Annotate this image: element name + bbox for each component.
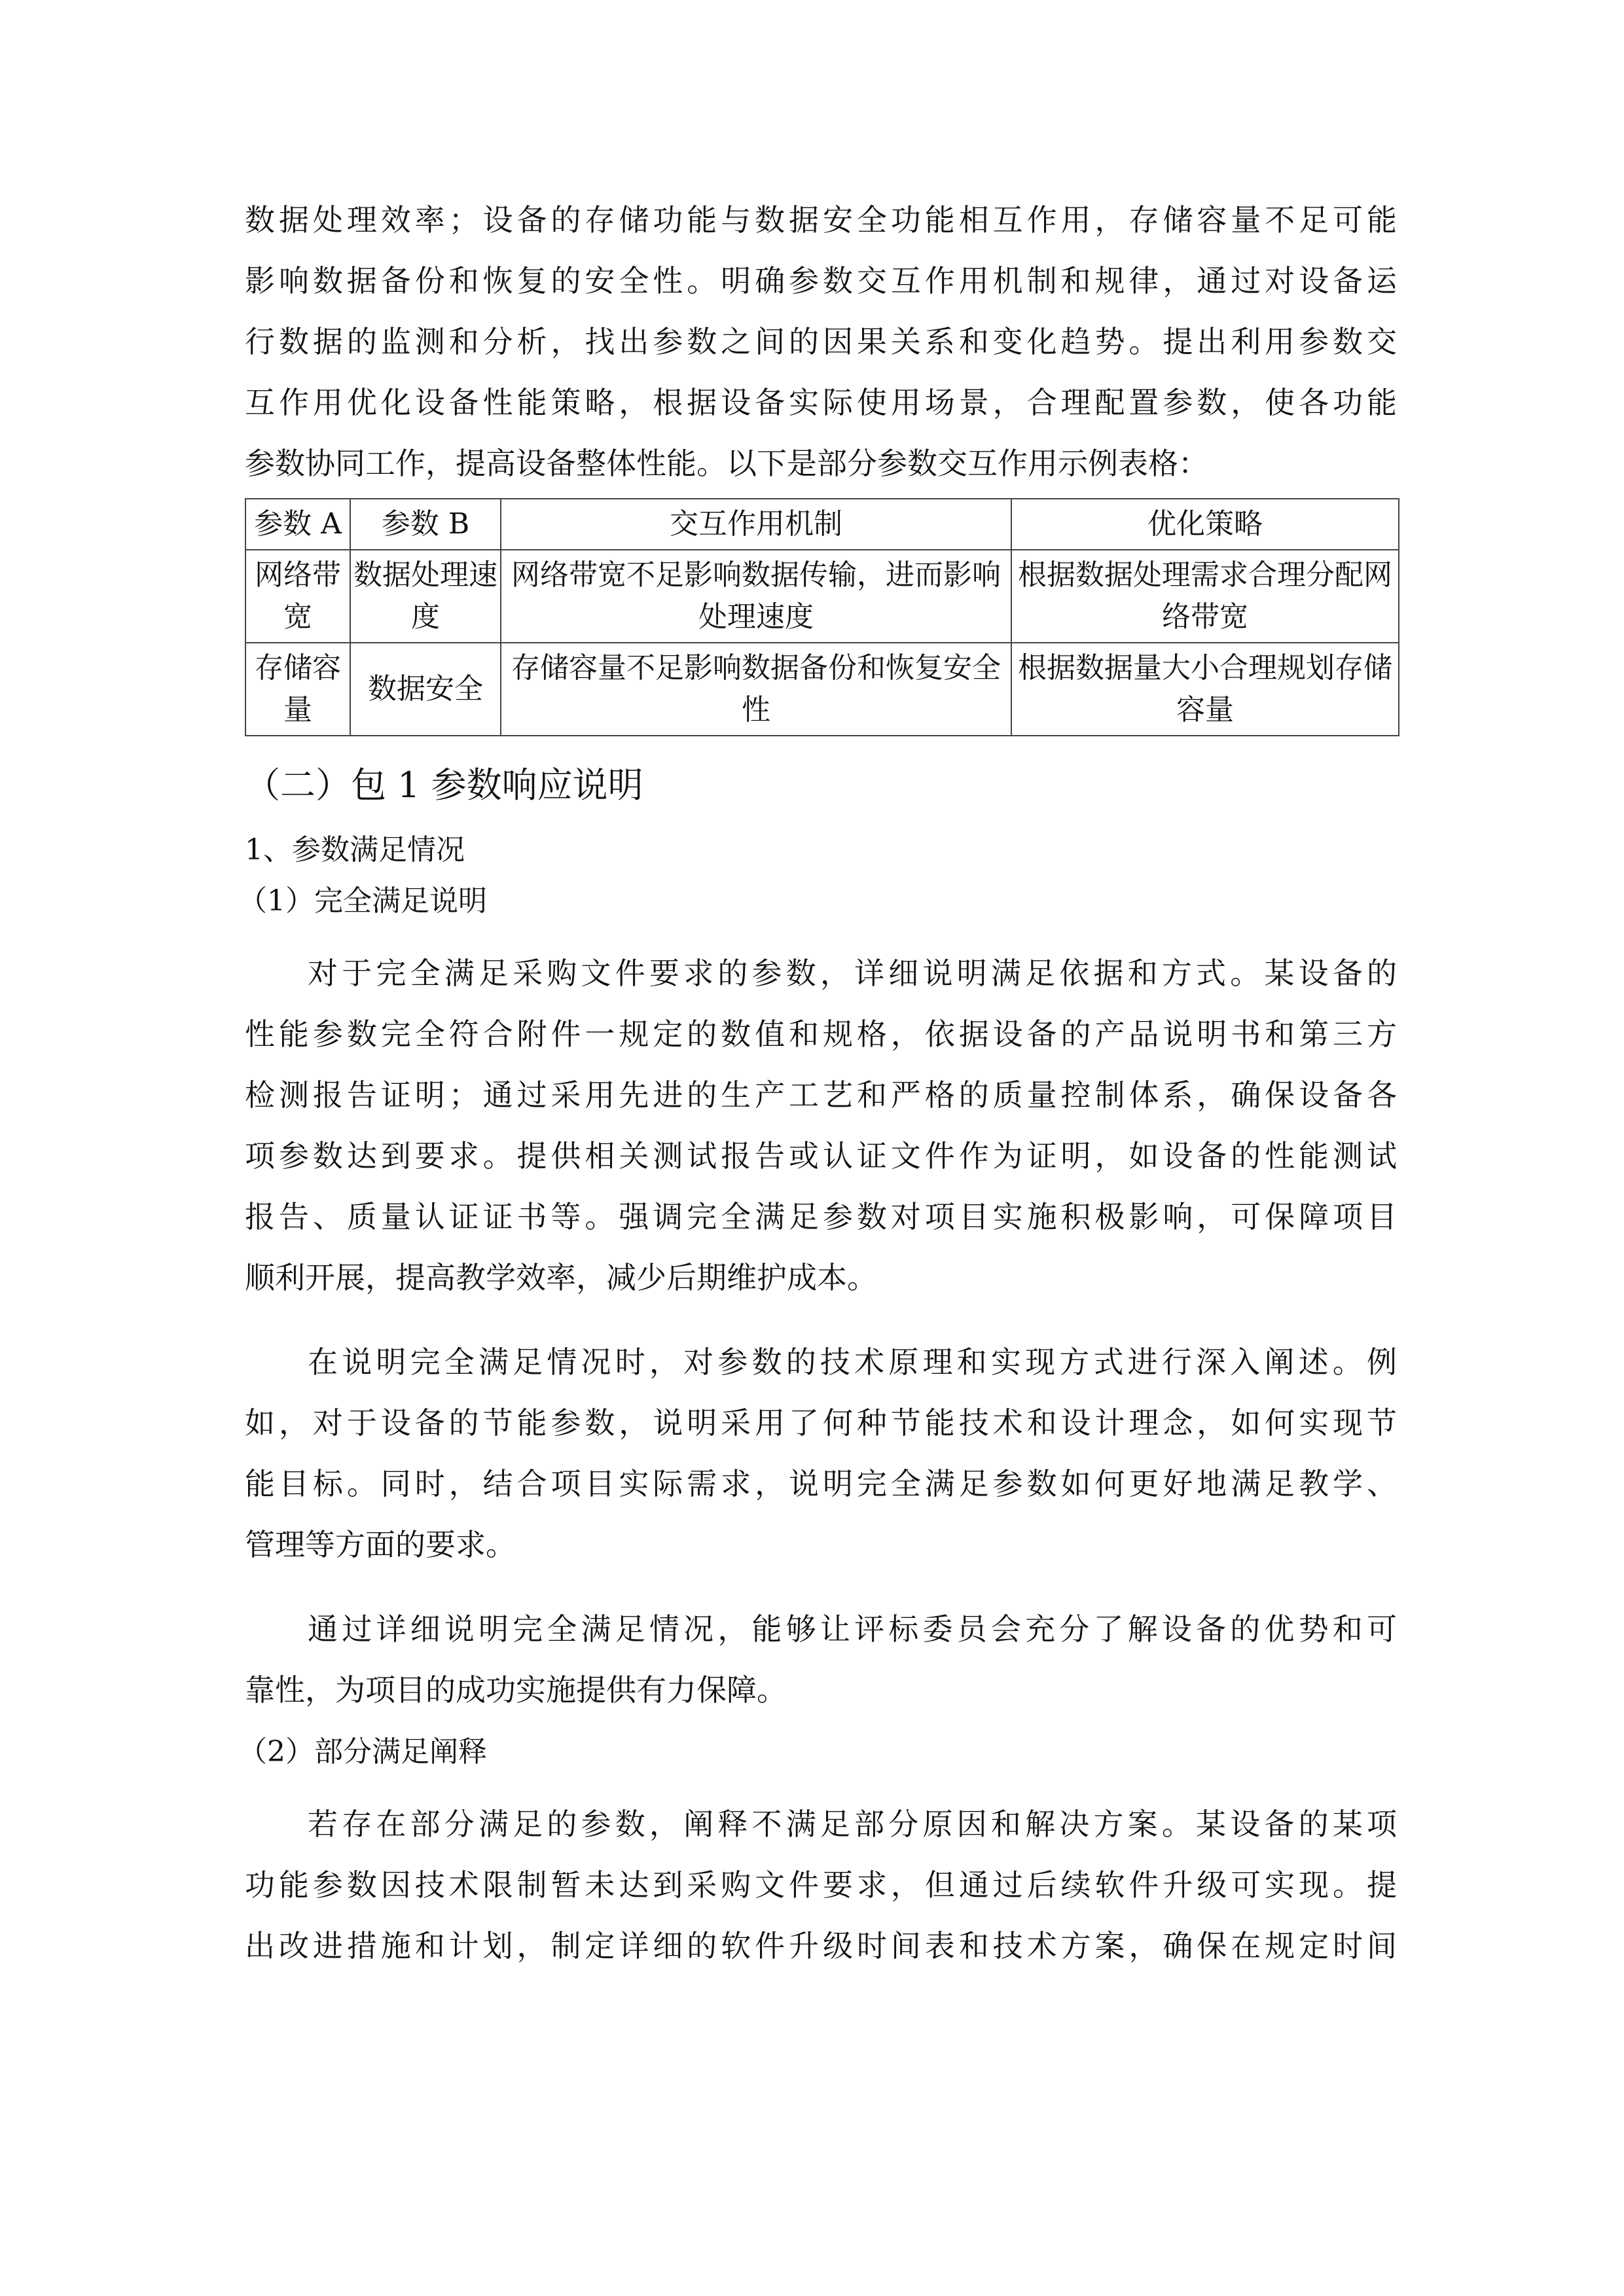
paragraph	[245, 1599, 1397, 1721]
table-row	[245, 643, 1399, 736]
text-line: 通过详细说明完全满足情况，能够让评标委员会充分了解设备的优势和可	[308, 1611, 1397, 1647]
table-cell: 存储容量不足影响数据备份和恢复安全性	[501, 643, 1011, 736]
text-line: 检测报告证明；通过采用先进的生产工艺和严格的质量控制体系，确保设备各	[245, 1077, 1397, 1113]
text-line: 如，对于设备的节能参数，说明采用了何种节能技术和设计理念，如何实现节	[245, 1405, 1397, 1441]
table-cell: 网络带宽不足影响数据传输，进而影响处理速度	[501, 550, 1011, 643]
item-heading: （2）部分满足阐释	[238, 1735, 487, 1768]
text-line: 能目标。同时，结合项目实际需求，说明完全满足参数如何更好地满足教学、	[245, 1466, 1397, 1501]
table-cell: 根据数据量大小合理规划存储容量	[1011, 643, 1399, 736]
paragraph	[245, 943, 1397, 1308]
text-line: 项参数达到要求。提供相关测试报告或认证文件作为证明，如设备的性能测试	[245, 1138, 1397, 1174]
table-cell: 数据处理速度	[350, 550, 501, 643]
subsection-heading: 1、参数满足情况	[245, 833, 465, 867]
table-header-cell: 参数 A	[245, 499, 350, 550]
table-header-cell: 优化策略	[1011, 499, 1399, 550]
text-line: 互作用优化设备性能策略，根据设备实际使用场景，合理配置参数，使各功能	[245, 385, 1397, 420]
text-line: 影响数据备份和恢复的安全性。明确参数交互作用机制和规律，通过对设备运	[245, 263, 1397, 298]
text-line: 行数据的监测和分析，找出参数之间的因果关系和变化趋势。提出利用参数交	[245, 324, 1397, 359]
section-heading: （二）包 1 参数响应说明	[245, 764, 643, 806]
text-line: 在说明完全满足情况时，对参数的技术原理和实现方式进行深入阐述。例	[308, 1344, 1397, 1380]
text-line: 对于完全满足采购文件要求的参数，详细说明满足依据和方式。某设备的	[308, 956, 1397, 991]
table-cell: 网络带宽	[245, 550, 350, 643]
table-cell: 存储容量	[245, 643, 350, 736]
text-line: 报告、质量认证证书等。强调完全满足参数对项目实施积极影响，可保障项目	[245, 1199, 1397, 1234]
text-line: 靠性，为项目的成功实施提供有力保障。	[245, 1672, 787, 1708]
text-line: 顺利开展，提高教学效率，减少后期维护成本。	[245, 1260, 877, 1295]
text-line: 性能参数完全符合附件一规定的数值和规格，依据设备的产品说明书和第三方	[245, 1016, 1397, 1052]
document-page	[238, 190, 1397, 1977]
table-header-cell: 参数 B	[350, 499, 501, 550]
text-line: 管理等方面的要求。	[245, 1527, 516, 1562]
item-heading: （1）完全满足说明	[238, 884, 487, 918]
intro-paragraph	[245, 190, 1397, 494]
parameter-interaction-table	[245, 498, 1399, 736]
paragraph	[245, 1332, 1397, 1575]
paragraph	[245, 1794, 1397, 1977]
table-row	[245, 550, 1399, 643]
table-cell: 数据安全	[350, 643, 501, 736]
table-header-row	[245, 499, 1399, 550]
text-line: 出改进措施和计划，制定详细的软件升级时间表和技术方案，确保在规定时间	[245, 1928, 1397, 1964]
text-line: 数据处理效率；设备的存储功能与数据安全功能相互作用，存储容量不足可能	[245, 202, 1397, 238]
text-line: 若存在部分满足的参数，阐释不满足部分原因和解决方案。某设备的某项	[308, 1806, 1397, 1842]
table-header-cell: 交互作用机制	[501, 499, 1011, 550]
table-cell: 根据数据处理需求合理分配网络带宽	[1011, 550, 1399, 643]
text-line: 功能参数因技术限制暂未达到采购文件要求，但通过后续软件升级可实现。提	[245, 1867, 1397, 1903]
text-line: 参数协同工作，提高设备整体性能。以下是部分参数交互作用示例表格：	[245, 446, 1208, 481]
